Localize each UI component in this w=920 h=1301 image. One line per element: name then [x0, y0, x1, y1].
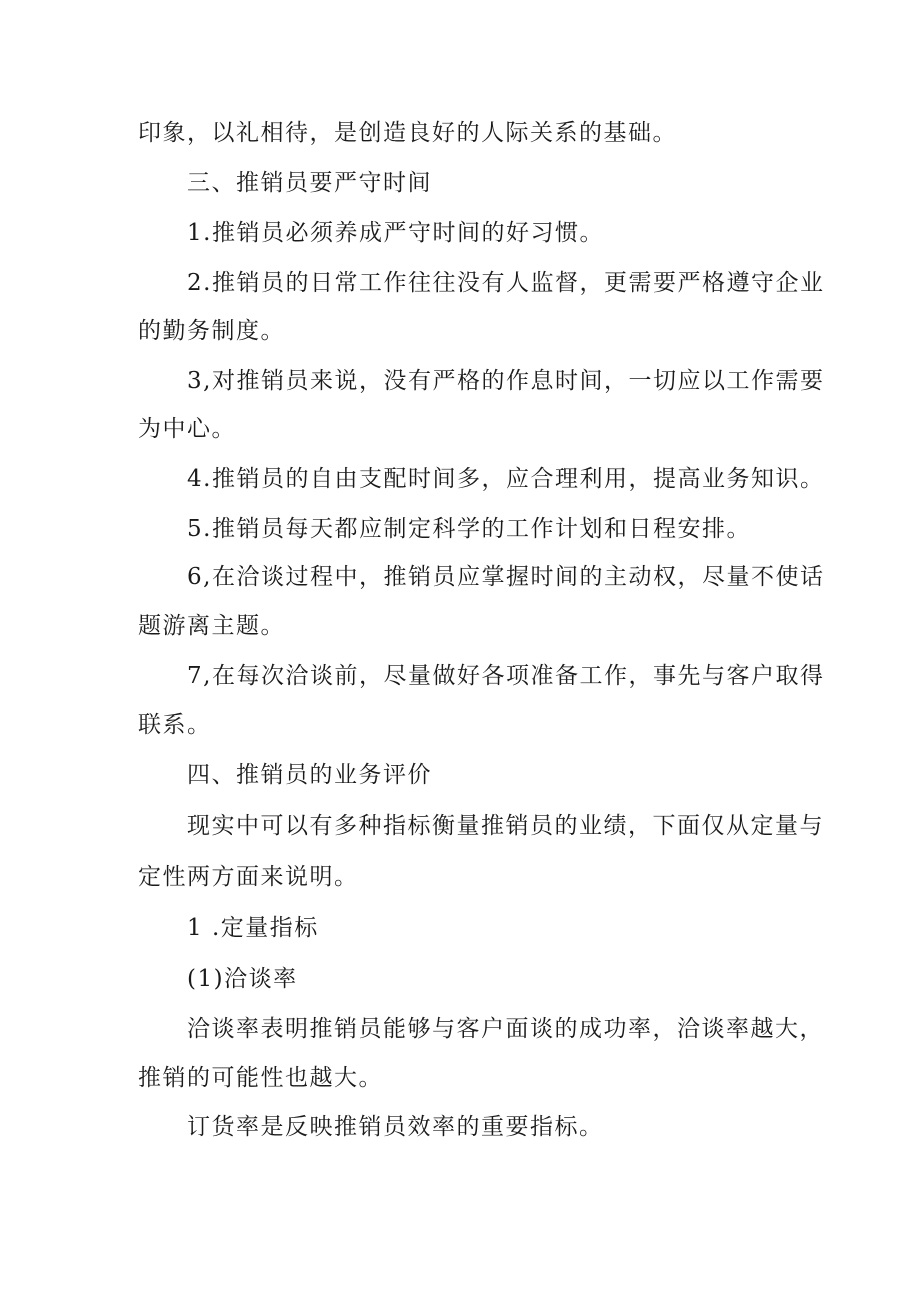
paragraph-line: 2.推销员的日常工作往往没有人监督，更需要严格遵守企业 — [187, 270, 825, 296]
paragraph-line: 6,在洽谈过程中，推销员应掌握时间的主动权，尽量不使话 — [187, 564, 825, 590]
paragraph-line: 洽谈率表明推销员能够与客户面谈的成功率，洽谈率越大， — [187, 1016, 824, 1042]
paragraph-line: 印象，以礼相待，是创造良好的人际关系的基础。 — [138, 120, 677, 146]
paragraph-line: 推销的可能性也越大。 — [138, 1065, 383, 1091]
section-heading: 三、推销员要严守时间 — [187, 170, 432, 196]
paragraph-line: 联系。 — [138, 712, 212, 738]
paragraph-line: 5.推销员每天都应制定科学的工作计划和日程安排。 — [187, 516, 751, 542]
paragraph-line: 定性两方面来说明。 — [138, 864, 359, 890]
paragraph-line: 1.推销员必须养成严守时间的好习惯。 — [187, 220, 604, 246]
subsection-heading: 1 .定量指标 — [187, 915, 319, 941]
subsection-heading: (1)洽谈率 — [187, 966, 298, 992]
paragraph-line: 4.推销员的自由支配时间多，应合理利用，提高业务知识。 — [187, 466, 825, 492]
paragraph-line: 订货率是反映推销员效率的重要指标。 — [187, 1114, 604, 1140]
paragraph-line: 3,对推销员来说，没有严格的作息时间，一切应以工作需要 — [187, 368, 825, 394]
section-heading: 四、推销员的业务评价 — [187, 762, 432, 788]
paragraph-line: 的勤务制度。 — [138, 318, 285, 344]
paragraph-line: 为中心。 — [138, 416, 236, 442]
paragraph-line: 7,在每次洽谈前，尽量做好各项准备工作，事先与客户取得 — [187, 663, 825, 689]
paragraph-line: 现实中可以有多种指标衡量推销员的业绩，下面仅从定量与 — [187, 813, 824, 839]
paragraph-line: 题游离主题。 — [138, 613, 285, 639]
